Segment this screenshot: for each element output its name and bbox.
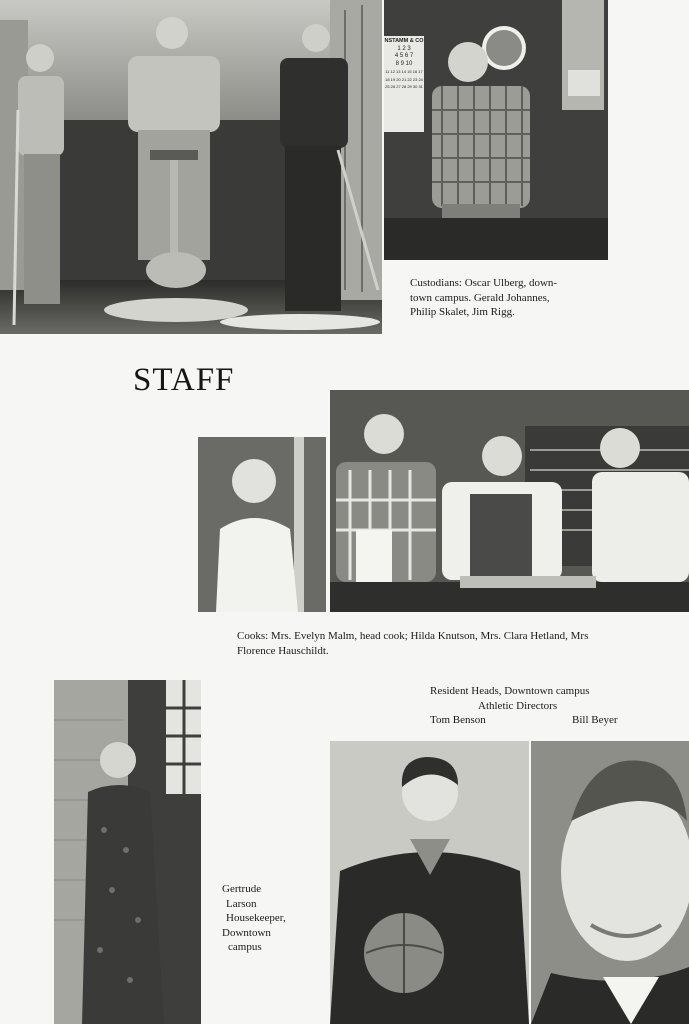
name-bill-beyer: Bill Beyer	[572, 714, 618, 726]
calendar-row: 8 9 10	[395, 60, 413, 67]
caption-line: Downtown	[222, 926, 271, 939]
calendar-brand: NSTAMM & CO	[384, 38, 424, 44]
bill-beyer-scene	[531, 741, 689, 1024]
housekeeper-scene	[54, 680, 201, 1024]
caption-line: Housekeeper,	[226, 912, 286, 924]
calendar-row: 11 12 13 14 15 16 17	[385, 69, 423, 74]
tom-benson-photo	[330, 741, 529, 1024]
caption-line: Larson	[226, 897, 257, 910]
calendar-row: 1 2 3	[397, 45, 411, 52]
caption-line: Gertrude	[222, 883, 262, 895]
calendar-row: 25 26 27 28 29 30 31	[385, 84, 423, 89]
name-tom-benson: Tom Benson	[430, 714, 486, 726]
calendar	[384, 38, 424, 91]
resident-heads-caption	[430, 684, 630, 728]
custodians-hallway-scene	[0, 0, 382, 334]
housekeeper-caption	[222, 882, 286, 955]
custodians-hallway-photo	[0, 0, 382, 334]
caption-line: town campus. Gerald Johannes,	[410, 291, 550, 304]
page-title: STAFF	[133, 362, 235, 398]
resident-heads-line2: Athletic Directors	[478, 699, 558, 712]
bill-beyer-photo	[531, 741, 689, 1024]
tom-benson-scene	[330, 741, 529, 1024]
housekeeper-photo	[54, 680, 201, 1024]
resident-heads-line1: Resident Heads, Downtown campus	[430, 685, 590, 697]
resident-heads-names	[430, 713, 630, 728]
cooks-kitchen-photo	[330, 390, 689, 612]
caption-line: Florence Hauschildt.	[237, 644, 329, 657]
caption-line: Custodians: Oscar Ulberg, down-	[410, 277, 558, 289]
custodians-caption	[410, 276, 557, 320]
cooks-kitchen-scene	[330, 390, 689, 612]
caption-line: Philip Skalet, Jim Rigg.	[410, 306, 515, 318]
custodian-boiler-room-photo	[384, 0, 608, 260]
calendar-row: 4 5 6 7	[394, 53, 414, 59]
caption-line: campus	[228, 941, 262, 953]
calendar-row: 18 19 20 21 22 23 24	[385, 76, 423, 82]
caption-line: Cooks: Mrs. Evelyn Malm, head cook; Hilda Knutson, Mrs. Clara Hetland, Mrs	[237, 630, 589, 642]
cooks-caption	[237, 629, 689, 658]
cook-portrait-photo	[198, 437, 326, 612]
cook-portrait-scene	[198, 437, 326, 612]
